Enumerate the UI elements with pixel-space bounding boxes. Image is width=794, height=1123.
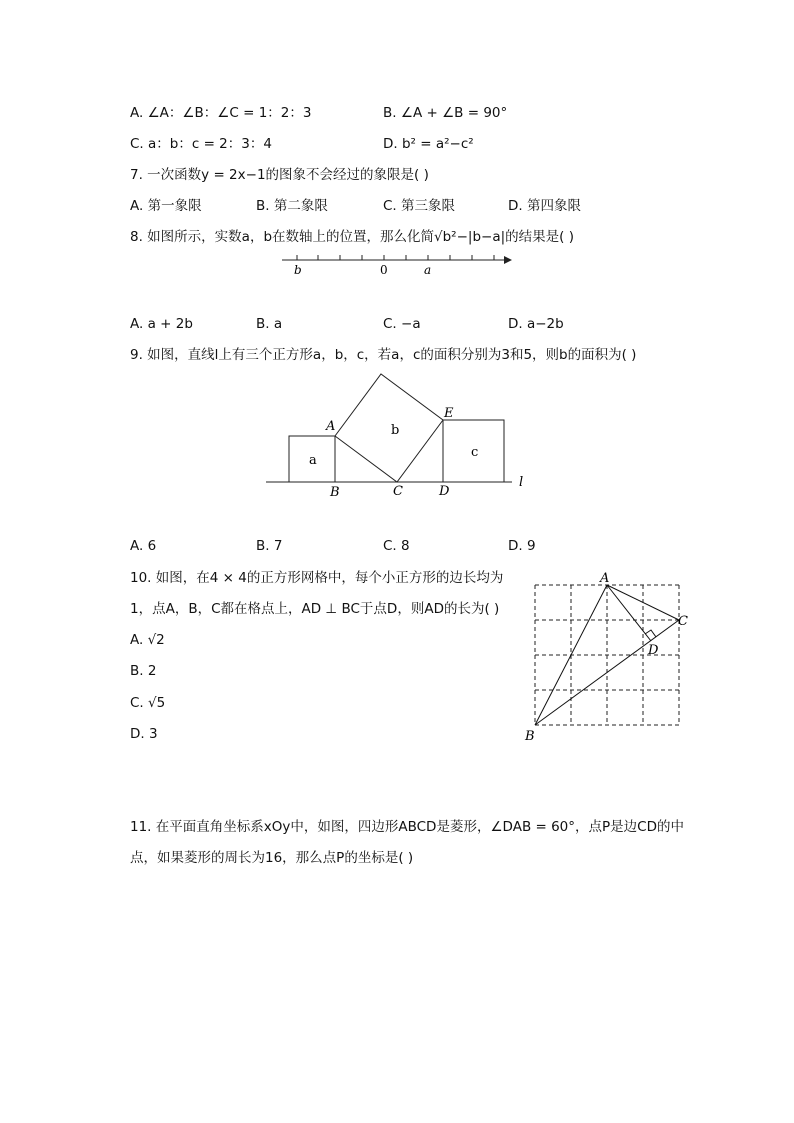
point-b-label: B: [525, 729, 535, 744]
line-l-label: l: [519, 475, 524, 490]
q8-option-c: C. −a: [383, 316, 421, 332]
q6-option-a: A. ∠A：∠B：∠C = 1：2：3: [130, 105, 312, 121]
q11-stem-line2: 点，如果菱形的周长为16，那么点P的坐标是( ): [130, 850, 414, 866]
square-c-label: c: [471, 445, 479, 460]
q10-option-c: C. √5: [130, 695, 166, 711]
q9-stem: 9. 如图，直线l上有三个正方形a，b，c，若a，c的面积分别为3和5，则b的面积为( ): [130, 347, 637, 363]
q10-stem-line1: 10. 如图，在4 × 4的正方形网格中，每个小正方形的边长均为: [130, 570, 504, 586]
q6-option-c: C. a：b：c = 2：3：4: [130, 136, 272, 152]
square-b: [335, 374, 443, 482]
label-zero: 0: [380, 263, 388, 277]
square-a-label: a: [309, 453, 317, 468]
q8-stem: 8. 如图所示，实数a，b在数轴上的位置，那么化简√b²−|b−a|的结果是( ): [130, 229, 574, 245]
q8-option-d: D. a−2b: [508, 316, 564, 332]
q10-stem-line2: 1，点A，B，C都在格点上，AD ⊥ BC于点D，则AD的长为( ): [130, 601, 500, 617]
q6-option-d: D. b² = a²−c²: [383, 136, 474, 152]
q9-option-c: C. 8: [383, 538, 410, 554]
q10-grid-figure: [520, 570, 700, 745]
square-b-label: b: [391, 423, 400, 438]
q9-option-d: D. 9: [508, 538, 536, 554]
q7-option-b: B. 第二象限: [256, 198, 328, 214]
q7-option-a: A. 第一象限: [130, 198, 202, 214]
q6-option-b: B. ∠A + ∠B = 90°: [383, 105, 508, 121]
q10-option-a: A. √2: [130, 632, 165, 648]
q9-squares-figure: [262, 372, 532, 502]
point-c-label: C: [678, 614, 688, 629]
q8-option-b: B. a: [256, 316, 283, 332]
q10-option-d: D. 3: [130, 726, 158, 742]
number-line-arrow: [504, 256, 512, 264]
point-d-label: D: [439, 484, 450, 499]
q9-option-a: A. 6: [130, 538, 157, 554]
q7-option-d: D. 第四象限: [508, 198, 581, 214]
label-a: a: [424, 263, 432, 277]
point-d-label: D: [648, 643, 659, 658]
segment-ad: [607, 585, 651, 641]
point-a-label: A: [600, 571, 610, 586]
q10-option-b: B. 2: [130, 663, 157, 679]
q8-number-line-figure: [276, 248, 516, 278]
q11-stem-line1: 11. 在平面直角坐标系xOy中，如图，四边形ABCD是菱形，∠DAB = 60°，点P是边CD的中: [130, 819, 684, 835]
label-b: b: [294, 263, 302, 277]
q9-option-b: B. 7: [256, 538, 283, 554]
q8-option-a: A. a + 2b: [130, 316, 193, 332]
q7-option-c: C. 第三象限: [383, 198, 456, 214]
point-c-label: C: [393, 484, 403, 499]
q7-stem: 7. 一次函数y = 2x−1的图象不会经过的象限是( ): [130, 167, 429, 183]
point-e-label: E: [444, 406, 454, 421]
point-a-label: A: [326, 419, 336, 434]
point-b-label: B: [330, 485, 340, 500]
